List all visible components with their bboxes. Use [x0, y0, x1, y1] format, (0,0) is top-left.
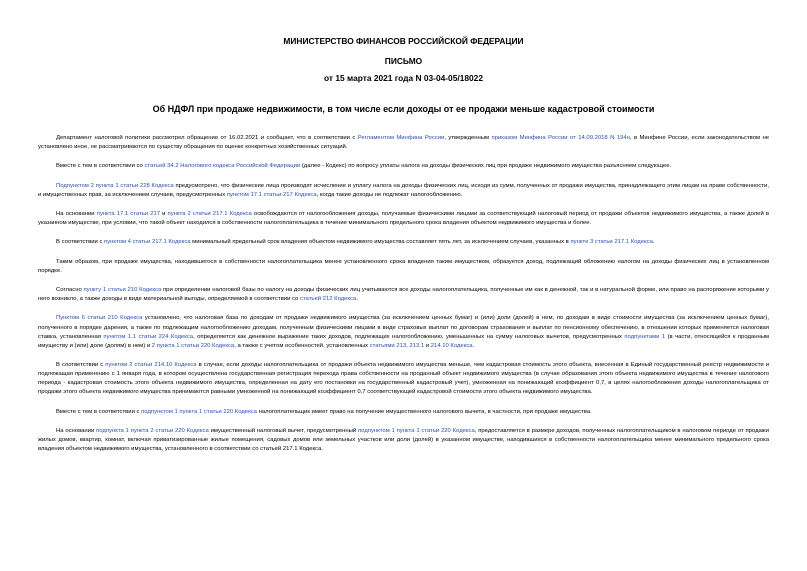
legal-reference-link[interactable]: 214.10 Кодекса [430, 342, 473, 349]
paragraph [38, 134, 769, 152]
paragraph-text: Таким образом, при продаже имущества, находившегося в собственности налогоплательщика менее установленного срока владения таким имуществом, образуется доход, подлежащий обложению налогом на доходы физических лиц в установленном порядке. [38, 258, 769, 274]
legal-reference-link[interactable]: Подпунктом 2 пункта 1 статьи 228 Кодекса [56, 182, 174, 189]
legal-reference-link[interactable]: 2 пункта 1 статьи 220 Кодекса [151, 342, 235, 349]
paragraph [38, 258, 769, 276]
legal-reference-link[interactable]: пункта 17.1 статьи 217 [96, 211, 160, 218]
paragraph-text: , а также с учетом особенностей, установленных [234, 342, 370, 349]
paragraph [38, 314, 769, 350]
legal-reference-link[interactable]: пункта 2 статьи 217.1 Кодекса [167, 211, 252, 218]
paragraph-text: , [406, 342, 410, 349]
paragraph-text: (далее - Кодекс) по вопросу уплаты налога на доходы физических лиц при продаже недвижимого имущества разъясняем следующее. [300, 163, 672, 170]
paragraph-text: , в Минфине России, если законодательством не установлено иное, не рассматриваются по существу обращения по оценке конкретных хозяйственных ситуаций. [38, 135, 770, 151]
paragraph [38, 182, 769, 200]
legal-reference-link[interactable]: Пунктом 6 статьи 210 Кодекса [56, 315, 143, 322]
paragraph-text: минимальный предельный срок владения объектом недвижимого имущества составляет пять лет, за исключением случаев, указанных в [190, 239, 571, 246]
paragraph [38, 238, 769, 247]
legal-reference-link[interactable]: подпунктами 1 [624, 333, 666, 340]
legal-reference-link[interactable]: подпункта 1 пункта 2 статьи 220 Кодекса [96, 427, 209, 434]
paragraph-text: установлено, что налоговая база по доходам от продажи недвижимого имущества (за исключением ценных бумаг) и (или) доли (долей) в нем, по доходам в виде стоимости имущества (за исключением ценных бумаг), полученного в порядке дарения, а также по подлежащим налогообложению доходам, полученным физическими лицами в виде страховых выплат по договорам страхования и выплат по пенсионному обеспечению, в отношении которых применяется налоговая ставка, установленная [38, 315, 769, 340]
legal-reference-link[interactable]: пунктом 2 статьи 214.10 Кодекса [105, 362, 197, 368]
legal-reference-link[interactable]: пункту 1 статьи 210 Кодекса [83, 287, 162, 294]
paragraph [38, 408, 769, 417]
document-type: ПИСЬМО [384, 56, 423, 66]
legal-reference-link[interactable]: статьей 34.2 Налогового кодекса Российской Федерации [144, 163, 301, 170]
ministry-heading: МИНИСТЕРСТВО ФИНАНСОВ РОССИЙСКОЙ ФЕДЕРАЦИИ [283, 36, 524, 46]
paragraph-text: , утвержденным [444, 135, 492, 141]
paragraph-text: На основании [56, 427, 97, 434]
legal-reference-link[interactable]: пунктом 17.1 статьи 217 Кодекса [226, 191, 317, 198]
paragraph-text: налогоплательщик имеет право на получение имущественного налогового вычета, в частности, при продаже имущества. [256, 408, 592, 415]
paragraph [38, 427, 769, 454]
paragraph-text: Вместе с тем в соответствии с [56, 408, 142, 415]
paragraph-text: На основании [56, 211, 97, 218]
paragraph-text: В соответствии с [56, 239, 105, 246]
legal-reference-link[interactable]: подпунктом 1 пункта 1 статьи 220 Кодекса [141, 408, 257, 415]
paragraph-text: Вместе с тем в соответствии со [56, 163, 145, 170]
paragraph-text: и [160, 211, 168, 218]
paragraph-text: предусмотрено, что физические лица производят исчисление и уплату налога на доходы физических лиц, исходя из сумм, полученных от продажи имущества, принадлежащего этим лицам на праве собственности, и имущественных прав, за исключением случаев, предусмотренных [38, 182, 769, 198]
paragraph-text: . [356, 296, 358, 303]
paragraph-text: , когда такие доходы не подлежат налогообложению. [316, 191, 463, 198]
paragraph-text: освобождаются от налогообложения доходы, получаемые физическими лицами за соответствующий налоговый период от продажи объектов недвижимого имущества, а также долей в указанном имуществе, при условии, что такой объект находился в собственности налогоплательщика в течение минимального предельного срока владения объектом недвижимого имущества и более. [38, 211, 769, 227]
paragraph-text: (в части, относящейся к проданным имуществу и (или) доле (долям) в нем) и [38, 333, 769, 349]
paragraph-text: . [472, 342, 475, 349]
legal-reference-link[interactable]: пункте 3 статьи 217.1 Кодекса [570, 239, 653, 246]
document-body [38, 134, 769, 454]
document-date-number: от 15 марта 2021 года N 03-04-05/18022 [324, 73, 483, 83]
paragraph-text: в случае, если доходы налогоплательщика от продажи объекта недвижимого имущества меньше, чем кадастровая стоимость этого объекта, внесенная в Единый государственный реестр недвижимости и подлежащая применению с 1 января года, в котором осуществлена государственная регистрация перехода права собственности на проданный объект недвижимого имущества (в случае образования этого объекта недвижимого имущества в течение налогового периода - кадастровая стоимость этого объекта недвижимого имущества, определенная на дату его постановки на государственный кадастровый учет), умноженная на понижающий коэффициент 0,7, в целях налогообложения доходы налогоплательщика от продажи этого объекта недвижимого имущества принимаются равными умноженной на понижающий коэффициент 0,7 соответствующей кадастровой стоимости этого объекта недвижимого имущества. [38, 362, 770, 396]
paragraph [38, 361, 769, 397]
legal-reference-link[interactable]: Регламентом Минфина России [357, 135, 445, 141]
legal-reference-link[interactable]: 213.1 [409, 342, 425, 349]
paragraph-text: и [424, 342, 431, 349]
paragraph-text: Департамент налоговой политики рассмотрел обращение от 16.02.2021 и сообщает, что в соответствии с [56, 135, 358, 141]
paragraph-text: имущественный налоговый вычет, предусмотренный [208, 427, 358, 434]
paragraph-text: при определении налоговой базы по налогу на доходы физических лиц учитываются все доходы налогоплательщика, полученные им как в денежной, так и в натуральной форме, или право на распоряжение которыми у него возникло, а также доходы в виде материальной выгоды, определяемой в соответствии со [38, 287, 769, 303]
paragraph-text: В соответствии с [56, 362, 106, 368]
legal-reference-link[interactable]: пунктом 1.1 статьи 224 Кодекса [103, 333, 194, 340]
legal-reference-link[interactable]: подпунктом 1 пункта 1 статьи 220 Кодекса [357, 427, 475, 434]
paragraph [38, 210, 769, 228]
legal-reference-link[interactable]: статьей 212 Кодекса [299, 296, 357, 303]
legal-reference-link[interactable]: статьями 213 [369, 342, 407, 349]
paragraph [38, 286, 769, 304]
paragraph-text: Согласно [56, 287, 84, 294]
document-subject: Об НДФЛ при продаже недвижимости, в том числе если доходы от ее продажи меньше кадастровой стоимости [152, 104, 655, 114]
legal-reference-link[interactable]: пунктом 4 статьи 217.1 Кодекса [104, 239, 191, 246]
paragraph [38, 162, 769, 171]
legal-reference-link[interactable]: приказом Минфина России от 14.09.2018 N 194н [491, 135, 630, 141]
paragraph-text: , предоставляется в размере доходов, полученных налогоплательщиком в налоговом периоде от продажи жилых домов, квартир, комнат, включая приватизированные жилые помещения, садовых домов или земельных участков или доли (долей) в указанном имуществе, находившихся в собственности налогоплательщика менее минимального предельного срока владения объектом недвижимого имущества, установленного в соответствии со статьей 217.1 Кодекса. [38, 427, 770, 453]
paragraph-text: . [652, 239, 655, 246]
paragraph-text: , определяется как денежное выражение таких доходов, подлежащих налогообложению, уменьшенных на сумму налоговых вычетов, предусмотренных [193, 333, 625, 340]
